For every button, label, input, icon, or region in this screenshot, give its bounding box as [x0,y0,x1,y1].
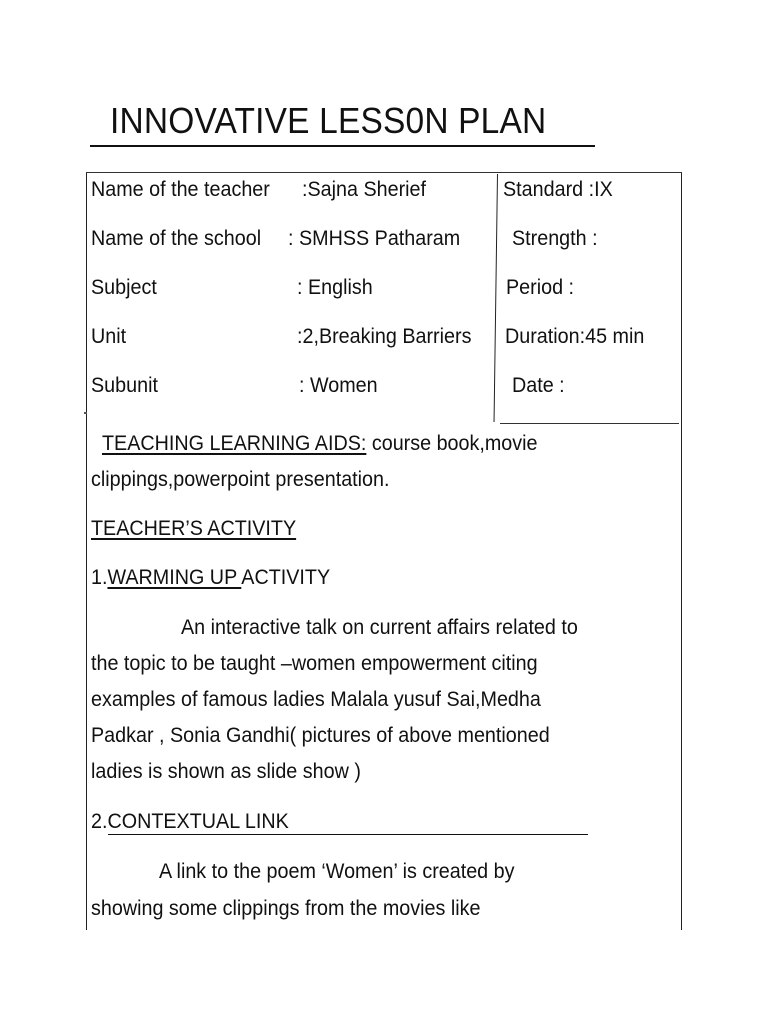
aids-line-1 [102,426,538,462]
contextual-link-underline [108,834,588,835]
page-title: INNOVATIVE LESS0N PLAN [110,100,547,141]
subunit-label: Subunit [91,374,158,397]
warming-up-line-3: examples of famous ladies Malala yusuf Sai,Medha [91,688,541,711]
teacher-name-label: Name of the teacher [91,178,270,201]
subject-label: Subject [91,276,157,299]
warming-up-rest: ACTIVITY [241,566,331,589]
teachers-activity-heading: TEACHER’S ACTIVITY [91,517,297,540]
teacher-name-value: :Sajna Sherief [302,178,427,201]
title-underline [90,145,595,147]
warming-up-line-1: An interactive talk on current affairs related to [181,616,578,639]
table-corner-mark [84,412,87,414]
warming-up-line-5: ladies is shown as slide show ) [91,760,361,783]
aids-line-2: clippings,powerpoint presentation. [91,468,390,491]
table-header-bottom-border [500,423,679,424]
school-name-value: : SMHSS Patharam [288,227,461,250]
contextual-link-underlined: CONTEXTUAL LINK [107,810,289,833]
warming-up-underlined: WARMING UP [107,566,242,589]
table-left-border [86,172,87,930]
warming-up-line-2: the topic to be taught –women empowerment citing [91,652,538,675]
date-field: Date : [512,374,565,397]
subject-value: : English [297,276,373,299]
unit-label: Unit [91,325,127,348]
warming-up-number: 1. [91,566,108,589]
contextual-link-number: 2. [91,810,108,833]
duration-field: Duration:45 min [505,325,645,348]
standard-field: Standard :IX [503,178,613,201]
table-right-border [681,172,682,930]
warming-up-line-4: Padkar , Sonia Gandhi( pictures of above mentioned [91,724,550,747]
contextual-link-line-1: A link to the poem ‘Women’ is created by [159,860,515,883]
strength-field: Strength : [512,227,598,250]
aids-heading: TEACHING LEARNING AIDS: [102,432,367,455]
table-column-divider [494,174,498,422]
school-name-label: Name of the school [91,227,262,250]
contextual-link-line-2: showing some clippings from the movies like [91,897,481,920]
subunit-value: : Women [299,374,378,397]
unit-value: :2,Breaking Barriers [297,325,472,348]
warming-up-heading [91,560,330,596]
aids-list-start: course book,movie [366,432,538,455]
period-field: Period : [506,276,575,299]
